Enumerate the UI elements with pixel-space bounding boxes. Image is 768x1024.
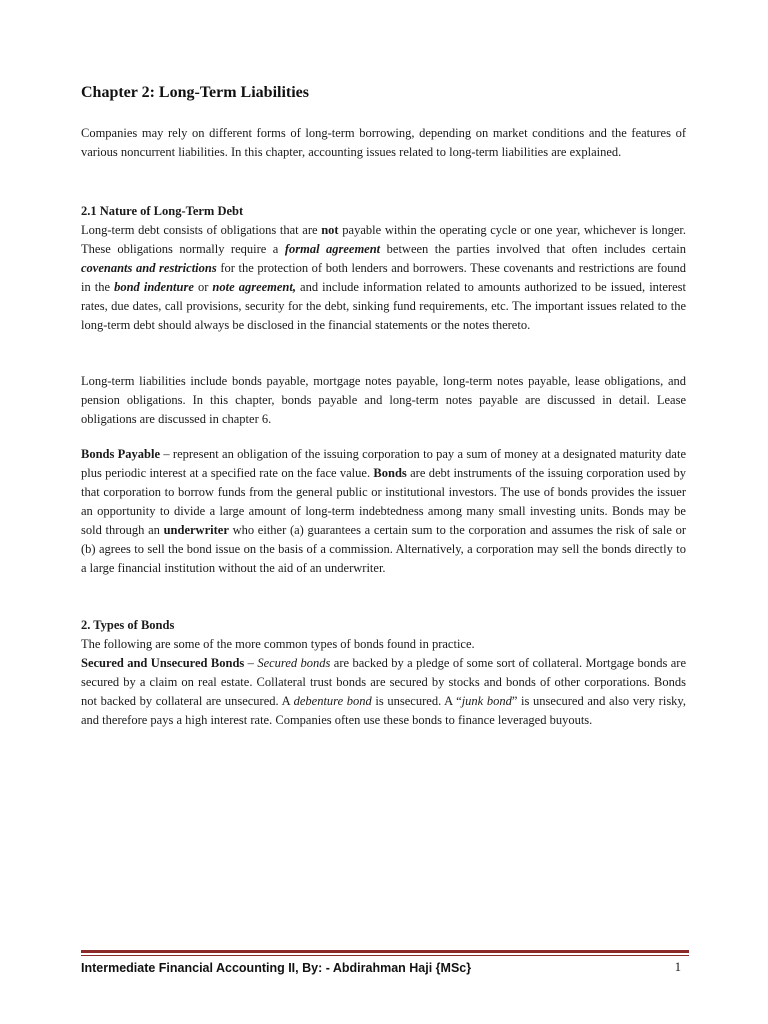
chapter-title: Chapter 2: Long-Term Liabilities — [81, 84, 310, 101]
page-number: 1 — [674, 960, 681, 974]
section-2-1 — [81, 202, 686, 335]
footer-rule-thick — [81, 950, 689, 953]
section-heading-2-1: 2.1 Nature of Long-Term Debt — [81, 204, 244, 218]
footer-text: Intermediate Financial Accounting II, By: - Abdirahman Haji {MSc} — [81, 961, 472, 975]
secured-bonds-paragraph: Secured and Unsecured Bonds – Secured bonds are backed by a pledge of some sort of collateral. Mortgage bonds are secured by a claim on real estate. Collateral trust bonds are secured by stocks and bonds of other corporations. Bonds not backed by collateral are unsecured. A debenture bond is unsecured. A “junk bond” is unsecured and also very risky, and therefore pays a high interest rate. Companies often use these bonds to finance leveraged buyouts. — [81, 656, 686, 727]
types-intro: The following are some of the more common types of bonds found in practice. — [81, 637, 475, 651]
liabilities-paragraph: Long-term liabilities include bonds payable, mortgage notes payable, long-term notes payable, lease obligations, and pension obligations. In this chapter, bonds payable and long-term notes payable are discussed in detail. Lease obligations are discussed in chapter 6. — [81, 374, 686, 426]
bonds-payable-paragraph: Bonds Payable – represent an obligation of the issuing corporation to pay a sum of money at a designated maturity date plus periodic interest at a specified rate on the face value. Bonds are debt instruments of the issuing corporation used by that corporation to borrow funds from the general public or institutional investors. The use of bonds provides the issuer an opportunity to divide a large amount of long-term indebtedness among many small investing units. Bonds may be sold through an underwriter who either (a) guarantees a certain sum to the corporation and assumes the risk of sale or (b) agrees to sell the bond issue on the basis of a commission. Alternatively, a corporation may sell the bonds directly to a large financial institution without the aid of an underwriter. — [81, 447, 687, 575]
footer-rule-thin — [81, 955, 689, 956]
nature-paragraph: Long-term debt consists of obligations that are not payable within the operating cycle or one year, whichever is longer. These obligations normally require a formal agreement between the parties involved that often includes certain covenants and restrictions for the protection of both lenders and borrowers. These covenants and restrictions are found in the bond indenture or note agreement, and include information related to amounts authorized to be issued, interest rates, due dates, call provisions, security for the debt, sinking fund requirements, etc. The important issues related to the long-term debt should always be disclosed in the financial statements or the notes thereto. — [81, 223, 686, 332]
intro-paragraph: Companies may rely on different forms of long-term borrowing, depending on market conditions and the features of various noncurrent liabilities. In this chapter, accounting issues related to long-term liabilities are explained. — [81, 126, 686, 159]
section-heading-2: 2. Types of Bonds — [81, 618, 175, 632]
bonds-payable-term: Bonds Payable — [81, 447, 161, 461]
section-2 — [81, 616, 686, 730]
